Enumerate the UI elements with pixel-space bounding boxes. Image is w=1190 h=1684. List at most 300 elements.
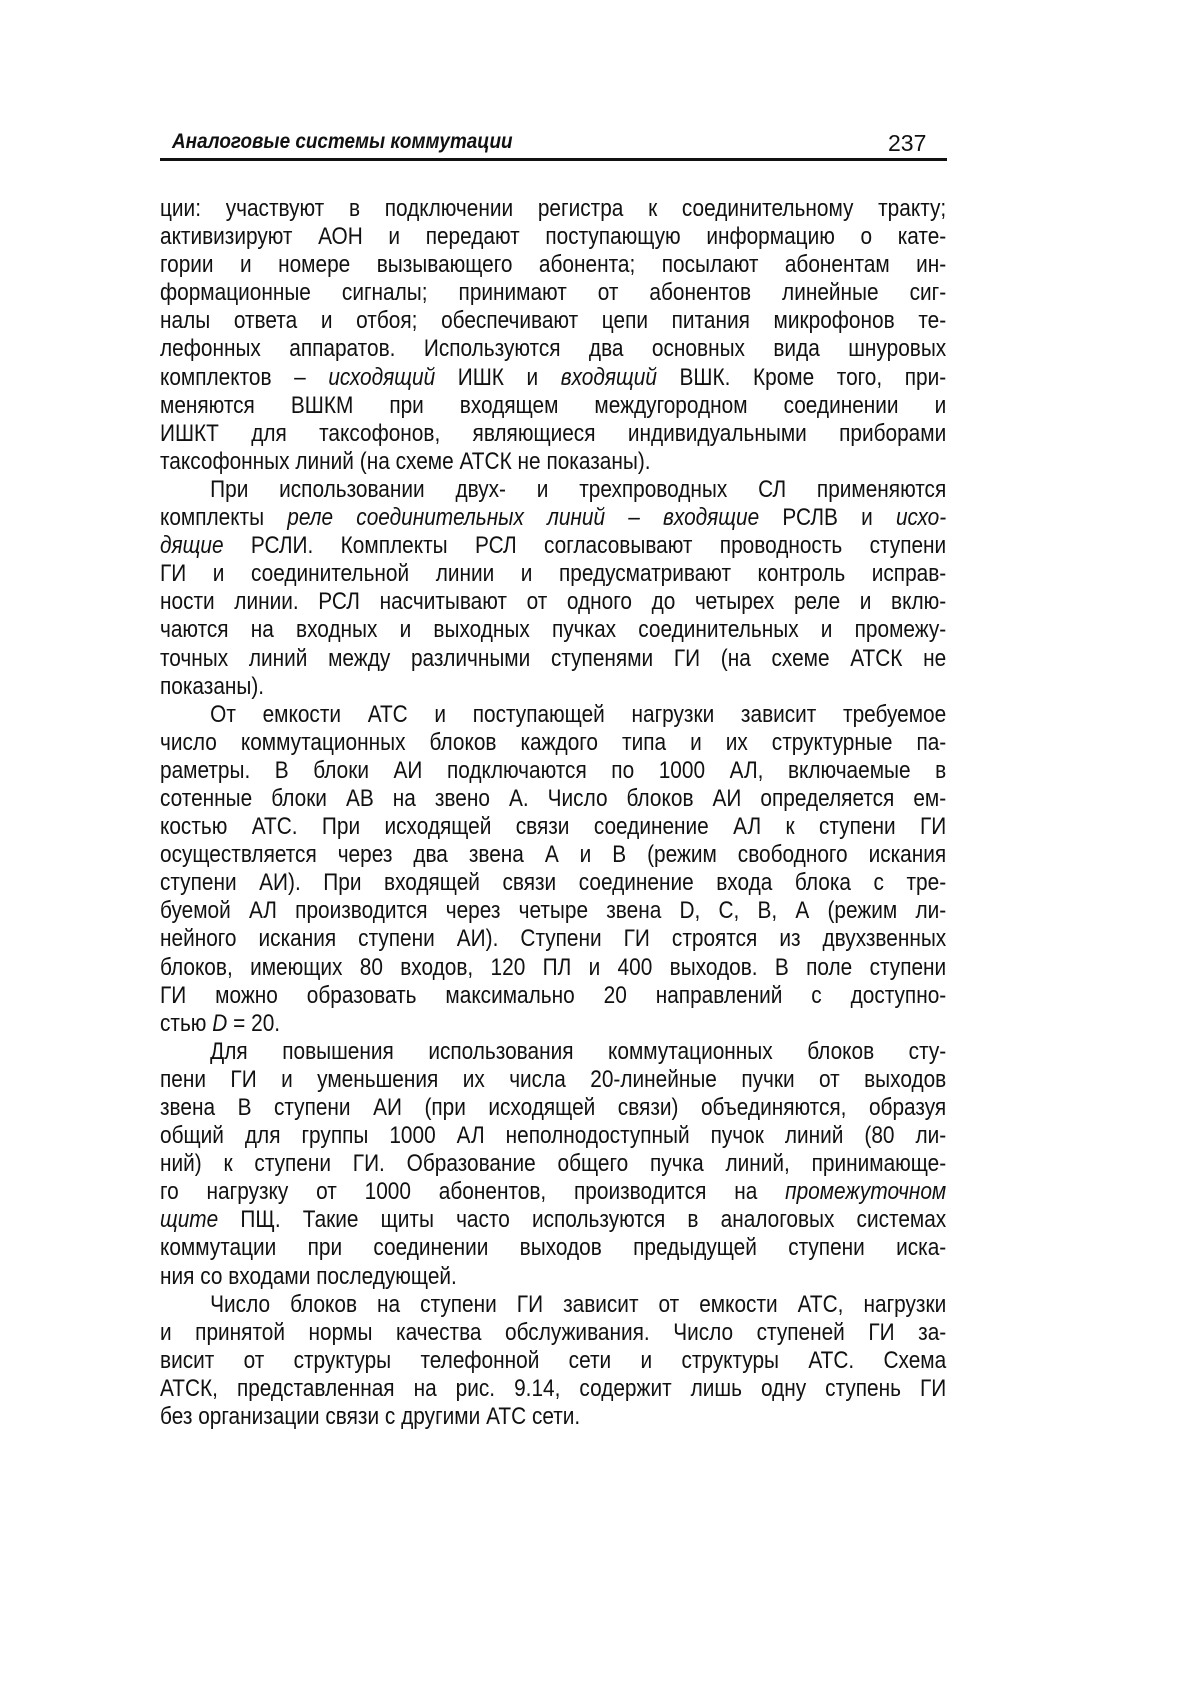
word: осуществляется [160,841,317,869]
word: имеющих [250,953,343,981]
text-line [160,1122,946,1150]
word: (на [720,644,751,672]
word: линий [248,644,308,672]
word: и [536,475,549,503]
word: не [923,644,947,672]
word: и [388,223,401,251]
text-line [160,307,946,335]
word: структурные [771,728,893,756]
word: в [935,756,947,784]
word: комплектов [160,363,272,391]
italic-word: исхо- [895,504,947,532]
word: в [687,1206,699,1234]
word: каждого [520,728,599,756]
text-line [160,392,946,420]
word: между [328,644,391,672]
text-line [160,420,946,448]
word: 1000 [364,1178,411,1206]
word: ГИ [230,1065,257,1093]
word: Число [673,1318,734,1346]
word: ИШК [457,363,504,391]
text-line [160,757,946,785]
word: входных [296,616,378,644]
word: регистра [537,195,624,222]
word: АОН [318,223,363,251]
word: выходов [864,1065,947,1093]
word: образуя [868,1094,947,1121]
word: блоков [290,1290,358,1318]
word: ГИ [919,813,947,841]
paragraph [160,701,946,1038]
word: АЛ [733,813,762,841]
word: тре- [906,869,947,897]
word: ли- [915,897,947,925]
word: через [337,841,393,869]
text-line [160,1066,946,1094]
text-line [160,1291,946,1319]
word: D, [679,897,701,925]
word: линии [435,560,495,588]
word: структуры [293,1346,392,1374]
word: номере [278,251,351,279]
word: 1000 [389,1122,436,1150]
word: входов, [400,953,474,981]
word: и [588,953,601,981]
word: входа [716,869,773,897]
text-line [160,223,946,251]
word: абонентов, [438,1178,547,1206]
word: зависит [740,700,817,728]
text-line [160,532,946,560]
text-line [160,729,946,757]
word: 1000 [658,756,706,784]
word: образовать [306,981,417,1009]
word: РСЛ [318,588,360,616]
italic-word: – [628,504,640,532]
word: доступно- [850,981,947,1009]
word: ступени [254,1150,331,1178]
word: (режим [827,897,898,925]
word: показаны). [160,672,265,700]
word: для [244,1122,281,1150]
word: общего [557,1150,629,1178]
word: ГИ [516,1290,544,1318]
word: свободного [737,841,848,869]
word: емкости [262,700,341,728]
word: АТСК, [160,1374,218,1402]
word: посылают [661,251,759,279]
word: для [251,419,287,447]
word: от [597,279,619,307]
word: АТСК [850,644,903,672]
word: и [579,841,592,869]
italic-word: D [212,1009,228,1037]
word: с [873,869,884,897]
word: применяются [816,475,947,503]
word: ний) [160,1150,202,1178]
word: направлений [655,981,783,1009]
word: связи [325,1403,380,1431]
word: исправ- [871,560,947,588]
word: на [413,1374,437,1402]
word: ГИ [673,644,701,672]
word: того, [836,363,883,391]
word: соединительных [638,616,799,644]
text-line [160,448,946,476]
word: стью [160,1009,207,1037]
word: пучки [741,1065,795,1093]
word: связи [515,813,570,841]
word: и [640,1346,653,1374]
word: костью [160,813,228,841]
word: одного [566,588,632,616]
running-title: Аналоговые системы коммутации [172,130,513,153]
word: аналоговых [720,1206,835,1234]
italic-word: входящие [663,504,760,532]
italic-word: реле [287,504,334,532]
word: При [210,475,249,503]
word: два [413,841,448,869]
word: звена [160,1094,216,1121]
word: Кроме [752,363,815,391]
text-line [160,1234,946,1262]
word: обслуживания. [505,1318,650,1346]
word: за- [918,1318,947,1346]
text-line [160,1094,946,1122]
word: нагрузки [863,1290,947,1318]
text-line [160,1403,946,1431]
text-line [160,616,946,644]
word: при- [904,363,947,391]
word: звено [434,784,490,812]
word: 9.14, [514,1374,561,1402]
word: ступенями [550,644,654,672]
word: на [734,1178,758,1206]
italic-word: дящие [160,532,224,560]
word: гории [160,251,214,279]
word: коммутационных [240,728,406,756]
word: исходящей [488,1094,596,1121]
word: блоков [807,1037,875,1065]
italic-word: исходящий [328,363,436,391]
word: вида [773,335,820,363]
word: ли- [915,1122,947,1150]
word: АЛ [248,897,277,925]
word: двухзвенных [822,925,947,953]
word: информацию [706,223,835,251]
text-line [160,1150,946,1178]
word: уменьшения [317,1065,439,1093]
word: и [434,700,447,728]
word: РСЛВ [782,504,838,532]
word: входящей [384,869,480,897]
word: вызывающего [376,251,513,279]
word: комплекты [160,504,265,532]
word: го [160,1178,179,1206]
word: до [651,588,676,616]
word: A [795,897,810,925]
word: принятой [195,1318,285,1346]
word: ния [160,1262,195,1290]
word: Такие [302,1206,359,1234]
word: ступени [160,869,237,897]
word: использования [428,1037,574,1065]
word: РСЛ [474,532,517,560]
word: насчитывают [379,588,507,616]
text-line [160,785,946,813]
word: шнуровых [848,335,947,363]
word: выходов [519,1234,602,1262]
word: другими [401,1403,481,1431]
word: сту- [908,1037,947,1065]
word: и [520,560,533,588]
word: принимающе- [811,1150,947,1178]
word: ИШКТ [160,419,219,447]
word: системах [856,1206,947,1234]
word: тракту; [878,195,947,222]
word: двух- [455,475,506,503]
word: При [321,813,361,841]
word: абонентов [649,279,752,307]
word: АТС. [251,813,298,841]
word: ступень [825,1374,901,1402]
word: ГИ [919,1374,947,1402]
word: блоков, [160,953,233,981]
word: через [445,897,501,925]
word: ГИ [160,560,187,588]
word: (при [424,1094,466,1121]
word: четырех [694,588,775,616]
word: подключаются [446,756,587,784]
word: приборами [839,419,947,447]
word: и [859,588,872,616]
word: и [212,560,225,588]
word: АТС [486,1403,527,1431]
word: – [294,363,306,391]
word: ступени [819,813,896,841]
text-line [160,335,946,363]
word: линейные [782,279,879,307]
word: сети. [531,1403,581,1431]
word: и [861,504,873,532]
word: при [307,1234,343,1262]
text-line [160,504,946,532]
word: междугородном [594,391,748,419]
word: от [243,1346,265,1374]
word: абонентам [784,251,890,279]
word: из [779,925,801,953]
word: АВ [345,784,374,812]
word: емкости [699,1290,778,1318]
word: ступеней [756,1318,845,1346]
word: основных [651,335,745,363]
word: Комплекты [340,532,448,560]
word: соединение [578,869,694,897]
word: формационные [160,279,311,307]
word: и [281,1065,293,1093]
word: налы [160,307,211,335]
italic-word: линий [547,504,606,532]
word: соединительному [681,195,854,222]
word: и [526,363,539,391]
word: ступени [273,1094,351,1121]
word: блоки [271,784,327,812]
text-line [160,560,946,588]
word: проводность [719,532,843,560]
word: схеме [771,644,830,672]
word: поступающей [472,700,605,728]
word: можно [215,981,278,1009]
word: ступени [869,953,947,981]
word: и [320,307,333,335]
word: их [725,728,748,756]
word: 20 [603,981,627,1009]
word: отбоя; [356,307,418,335]
word: линии. [234,588,299,616]
word: качества [395,1318,482,1346]
word: линий [295,447,354,475]
word: 20. [251,1009,281,1037]
word: ин- [916,251,947,279]
word: сотенные [160,784,253,812]
word: структуры [681,1346,780,1374]
word: на [377,1290,401,1318]
word: к [223,1150,233,1178]
word: промежу- [854,616,947,644]
word: ответа [233,307,298,335]
word: одну [760,1374,807,1402]
word: меняются [160,391,255,419]
word: В [274,756,289,784]
text-line [160,251,946,279]
paragraph [160,1291,946,1431]
word: искания [868,841,947,869]
word: таксофонных [160,447,290,475]
word: искания [258,925,337,953]
word: ем- [913,784,947,812]
word: блоков [429,728,497,756]
word: ВШК. [679,363,731,391]
word: па- [916,728,947,756]
word: В [612,841,627,869]
word: к [785,813,795,841]
word: включаемые [787,756,911,784]
italic-word: входящий [560,363,657,391]
paragraph [160,476,946,701]
word: поле [806,953,853,981]
word: АИ). [456,925,499,953]
word: зависит [563,1290,639,1318]
word: согласовывают [543,532,693,560]
text-line [160,195,946,223]
italic-word: промежуточном [785,1178,947,1206]
word: часто [456,1206,510,1234]
word: ступени [358,925,435,953]
text-line [160,1178,946,1206]
text-line [160,1319,946,1347]
paragraph [160,1038,946,1291]
page-number: 237 [888,130,927,156]
text-line [160,588,946,616]
word: C, [718,897,740,925]
word: со [200,1262,223,1290]
word: и [690,728,702,756]
word: АИ [373,1094,402,1121]
word: поступающую [545,223,681,251]
word: нейного [160,925,237,953]
italic-word: щите [160,1206,219,1234]
word: использовании [279,475,425,503]
word: неполнодоступный [505,1122,690,1150]
word: обеспечивают [441,307,579,335]
text-line [160,1010,946,1038]
word: При [323,869,362,897]
word: чаются [160,616,229,644]
word: схеме [395,447,454,475]
word: ГИ [868,1318,895,1346]
text-line [160,841,946,869]
word: от [819,1065,840,1093]
word: строятся [671,925,758,953]
word: В [774,953,789,981]
word: ГИ [623,925,650,953]
word: ГИ. [352,1150,385,1178]
word: иска- [896,1234,947,1262]
word: четыре [518,897,589,925]
word: абонента; [538,251,636,279]
word: ступени [420,1290,497,1318]
word: АТС. [808,1346,855,1374]
word: ступени [869,532,947,560]
word: От [210,700,236,728]
word: рис. [455,1374,496,1402]
word: лишь [690,1374,742,1402]
text-line [160,813,946,841]
word: контроль [757,560,846,588]
word: от [316,1178,337,1206]
word: цепи [601,307,648,335]
word: пучках [551,616,617,644]
word: пучок [710,1122,764,1150]
word: таксофонов, [319,419,441,447]
word: производится [295,897,428,925]
word: показаны). [546,447,651,475]
word: от [658,1290,680,1318]
word: звена [468,841,524,869]
word: выходных [433,616,530,644]
word: буемой [160,897,231,925]
text-line [160,1038,946,1066]
word: два [588,335,624,363]
text-line [160,1206,946,1234]
word: принимают [458,279,567,307]
word: связи [502,869,557,897]
word: нагрузки [631,700,715,728]
word: Для [210,1037,248,1065]
word: пучка [650,1150,704,1178]
word: и [934,391,947,419]
word: типа [622,728,667,756]
word: предусматривают [558,560,731,588]
word: и [160,1318,172,1346]
word: щиты [380,1206,434,1234]
word: и [399,616,412,644]
word: число [160,728,217,756]
word: (80 [864,1122,895,1150]
word: (режим [647,841,717,869]
word: кате- [897,223,947,251]
word: Схема [883,1346,947,1374]
